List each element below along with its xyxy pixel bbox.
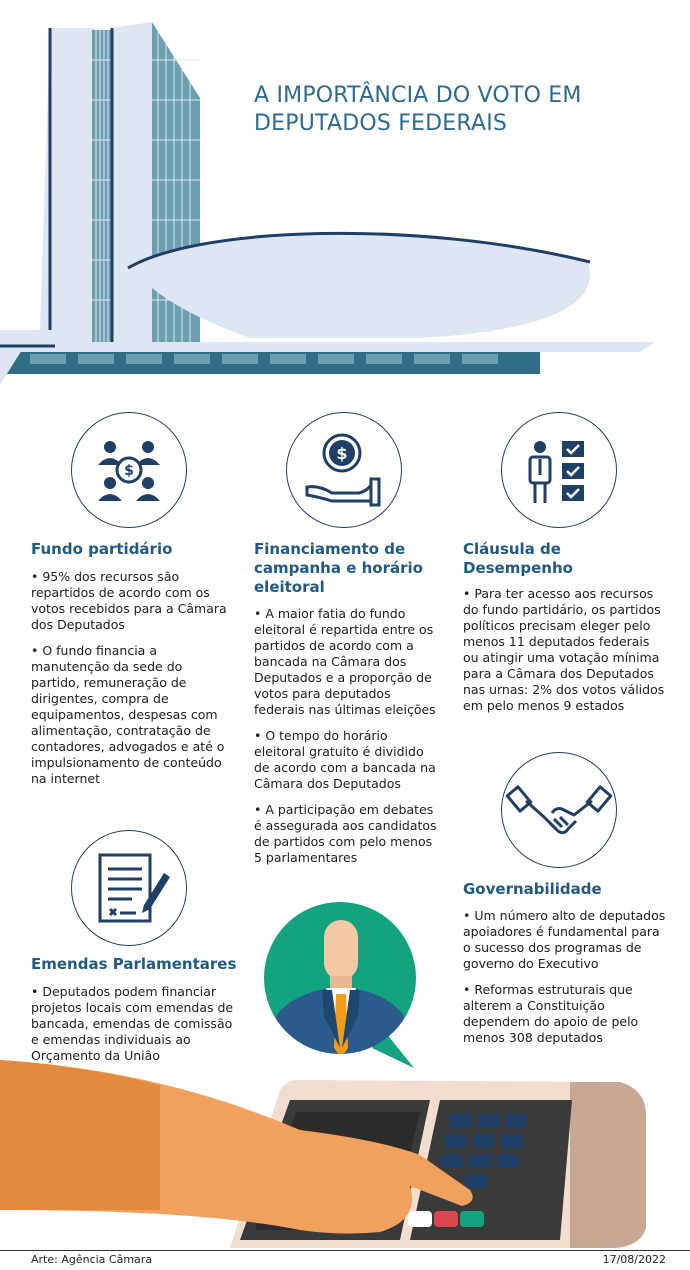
- bullet-line: federais nas últimas eleições: [254, 702, 436, 717]
- money-people-icon: [71, 412, 187, 528]
- bullet-item: [254, 606, 454, 718]
- page-title: [254, 82, 674, 138]
- bullet-item: [463, 982, 678, 1046]
- fundo-partidario-bullets: [31, 569, 236, 797]
- bullet-item: [31, 569, 236, 633]
- bullet-line: menos 308 deputados: [463, 1030, 603, 1045]
- fundo-partidario-title: [31, 540, 231, 559]
- bullet-line: políticos precisam eleger pelo: [463, 618, 651, 633]
- bullet-line: em pelo menos 9 estados: [463, 698, 625, 713]
- bullet-item: [463, 908, 678, 972]
- section-title-line: Governabilidade: [463, 880, 602, 898]
- section-title-line: eleitoral: [254, 578, 325, 596]
- bullet-line: menos 11 deputados federais: [463, 634, 650, 649]
- bullet-line: • A maior fatia do fundo: [254, 606, 406, 621]
- financiamento-title: [254, 540, 454, 597]
- bullet-line: dirigentes, compra de: [31, 691, 169, 706]
- bullet-line: bancada na Câmara dos: [254, 654, 407, 669]
- footer-date: 17/08/2022: [602, 1253, 666, 1266]
- handshake-icon: [501, 752, 617, 868]
- bullet-line: equipamentos, despesas com: [31, 707, 218, 722]
- bullet-line: do fundo partidário, os partidos: [463, 602, 661, 617]
- bullet-line: manutenção da sede do: [31, 659, 183, 674]
- bullet-line: Câmara dos Deputados: [254, 776, 401, 791]
- bullet-line: votos para deputados: [254, 686, 391, 701]
- governabilidade-bullets: [463, 908, 678, 1056]
- bullet-line: • 95% dos recursos são: [31, 569, 180, 584]
- bullet-line: de partidos com pelo menos: [254, 834, 433, 849]
- bullet-line: de acordo com a bancada na: [254, 760, 436, 775]
- clausula-bullets: [463, 586, 678, 724]
- footer-divider: [0, 1250, 690, 1251]
- bullet-line: Deputados e a proporção de: [254, 670, 432, 685]
- section-title-line: Cláusula de: [463, 540, 561, 558]
- bullet-line: projetos locais com emendas de: [31, 1000, 234, 1015]
- bullet-item: [254, 802, 454, 866]
- bullet-line: • Reformas estruturais que: [463, 982, 633, 997]
- section-title-line: campanha e horário: [254, 559, 423, 577]
- bullet-line: 5 parlamentares: [254, 850, 358, 865]
- section-title-line: Fundo partidário: [31, 540, 173, 558]
- svg-text:$: $: [336, 444, 348, 463]
- bullet-line: impulsionamento de conteúdo: [31, 755, 222, 770]
- bullet-line: alimentação, contratação de: [31, 723, 211, 738]
- bullet-line: • O tempo do horário: [254, 728, 388, 743]
- bullet-line: • A participação em debates: [254, 802, 434, 817]
- bullet-line: • Deputados podem financiar: [31, 984, 217, 999]
- page-title-line-1: A IMPORTÂNCIA DO VOTO EM: [254, 83, 582, 108]
- bullet-line: apoiadores é fundamental para: [463, 924, 660, 939]
- bullet-item: [463, 586, 678, 714]
- bullet-line: para a Câmara dos Deputados: [463, 666, 654, 681]
- emendas-title: [31, 955, 251, 974]
- bullet-item: [31, 643, 236, 787]
- bullet-line: partidos de acordo com a: [254, 638, 414, 653]
- section-title-line: Emendas Parlamentares: [31, 955, 237, 973]
- bullet-line: nas urnas: 2% dos votos válidos: [463, 682, 665, 697]
- section-title-line: Desempenho: [463, 559, 573, 577]
- section-title-line: Financiamento de: [254, 540, 406, 558]
- bullet-line: Orçamento da União: [31, 1048, 160, 1063]
- bullet-line: eleitoral gratuito é dividido: [254, 744, 424, 759]
- bullet-line: eleitoral é repartida entre os: [254, 622, 434, 637]
- bullet-line: o sucesso dos programas de: [463, 940, 642, 955]
- footer-credit: Arte: Agência Câmara: [31, 1253, 153, 1266]
- congress-building-illustration: [0, 0, 690, 395]
- bullet-line: e emendas individuais ao: [31, 1032, 191, 1047]
- bullet-item: [31, 984, 241, 1064]
- financiamento-bullets: [254, 606, 454, 876]
- deputy-illustration: [262, 898, 422, 1070]
- bullet-line: ou atingir uma votação mínima: [463, 650, 660, 665]
- bullet-line: dependem do apoio de pelo: [463, 1014, 639, 1029]
- bullet-line: dos Deputados: [31, 617, 125, 632]
- bullet-line: na internet: [31, 771, 100, 786]
- voting-machine-illustration: [0, 1060, 690, 1250]
- bullet-line: é assegurada aos candidatos: [254, 818, 437, 833]
- svg-text:$: $: [124, 463, 134, 479]
- bullet-line: bancada, emendas de comissão: [31, 1016, 233, 1031]
- bullet-line: repartidos de acordo com os: [31, 585, 210, 600]
- bullet-line: • Um número alto de deputados: [463, 908, 666, 923]
- governabilidade-title: [463, 880, 663, 899]
- clausula-title: [463, 540, 663, 578]
- bullet-line: partido, remuneração de: [31, 675, 187, 690]
- bullet-line: • O fundo financia a: [31, 643, 157, 658]
- bullet-line: alterem a Constituição: [463, 998, 605, 1013]
- checklist-person-icon: [501, 412, 617, 528]
- bullet-line: governo do Executivo: [463, 956, 599, 971]
- hand-coin-icon: [286, 412, 402, 528]
- bullet-line: • Para ter acesso aos recursos: [463, 586, 654, 601]
- bullet-item: [254, 728, 454, 792]
- bullet-line: contadores, advogados e até o: [31, 739, 225, 754]
- document-pen-icon: [71, 830, 187, 946]
- bullet-line: votos recebidos para a Câmara: [31, 601, 227, 616]
- page-title-line-2: DEPUTADOS FEDERAIS: [254, 111, 508, 136]
